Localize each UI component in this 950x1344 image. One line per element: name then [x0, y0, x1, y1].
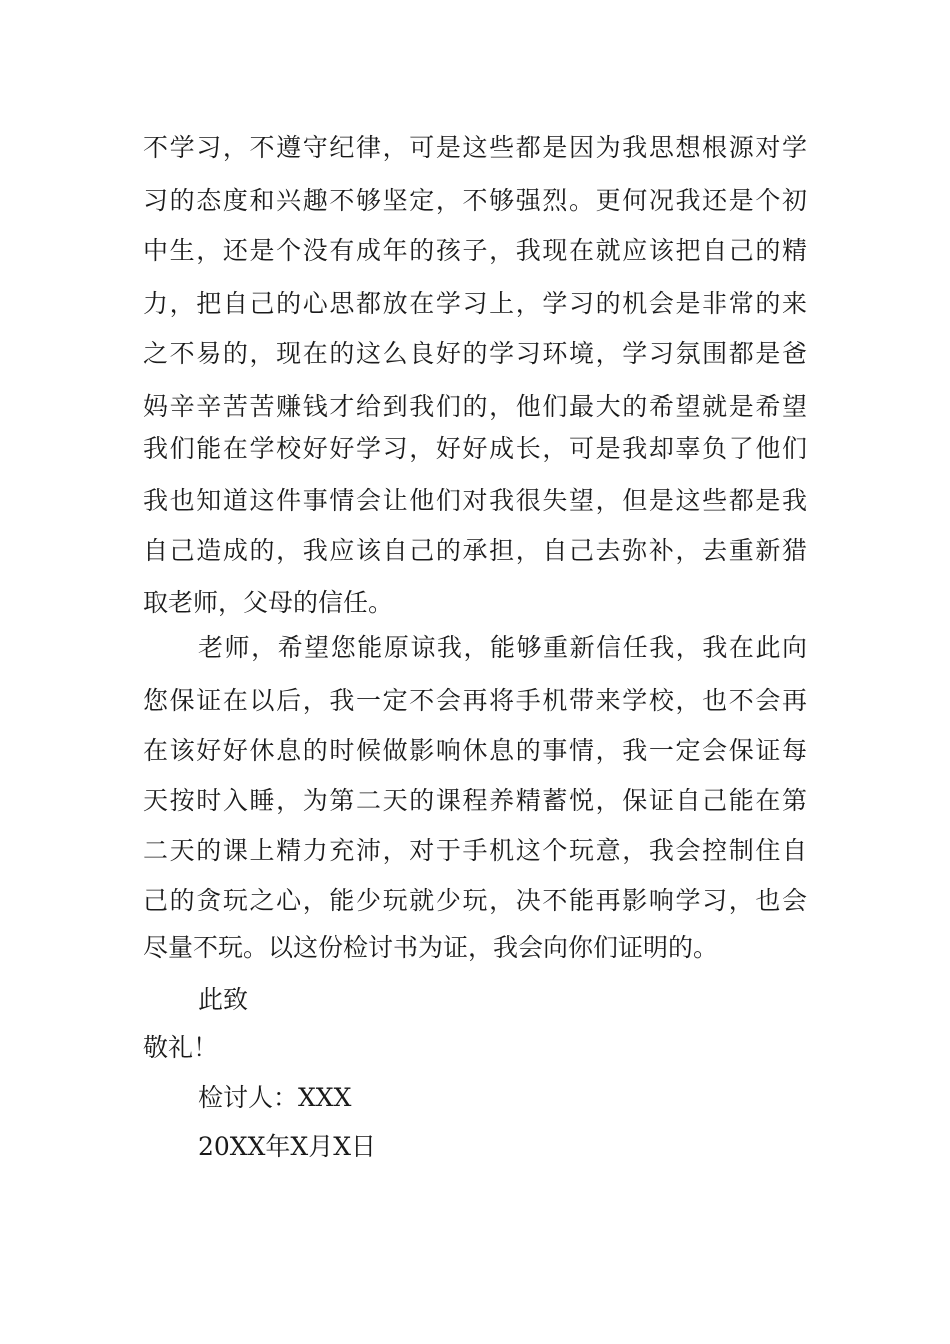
paragraph-line: 在该好好休息的时候做影响休息的事情，我一定会保证每 [143, 736, 807, 765]
paragraph-line-first: 老师，希望您能原谅我，能够重新信任我，我在此向 [198, 633, 807, 662]
paragraph-line: 我也知道这件事情会让他们对我很失望，但是这些都是我 [143, 486, 807, 515]
salutation-text: 敬礼！ [143, 1033, 219, 1062]
paragraph-line: 之不易的，现在的这么良好的学习环境，学习氛围都是爸 [143, 339, 807, 368]
date-text: 20XX年X月X日 [198, 1132, 377, 1161]
paragraph-line: 自己造成的，我应该自己的承担，自己去弥补，去重新猎 [143, 536, 807, 565]
signature-text: 检讨人：XXX [198, 1083, 352, 1112]
paragraph-line: 天按时入睡，为第二天的课程养精蓄悦，保证自己能在第 [143, 786, 807, 815]
paragraph-line: 妈辛辛苦苦赚钱才给到我们的，他们最大的希望就是希望 [143, 392, 807, 421]
paragraph-line-last: 尽量不玩。以这份检讨书为证，我会向你们证明的。 [143, 933, 719, 962]
paragraph-line: 己的贪玩之心，能少玩就少玩，决不能再影响学习，也会 [143, 886, 807, 915]
paragraph-line-last: 取老师，父母的信任。 [143, 588, 394, 617]
paragraph-line: 习的态度和兴趣不够坚定，不够强烈。更何况我还是个初 [143, 186, 807, 215]
closing-text: 此致 [198, 985, 249, 1014]
paragraph-line: 不学习，不遵守纪律，可是这些都是因为我思想根源对学 [143, 133, 807, 162]
paragraph-line: 您保证在以后，我一定不会再将手机带来学校，也不会再 [143, 686, 807, 715]
paragraph-line: 二天的课上精力充沛，对于手机这个玩意，我会控制住自 [143, 836, 807, 865]
paragraph-line: 我们能在学校好好学习，好好成长，可是我却辜负了他们 [143, 434, 807, 463]
paragraph-line: 中生，还是个没有成年的孩子，我现在就应该把自己的精 [143, 236, 807, 265]
paragraph-line: 力，把自己的心思都放在学习上，学习的机会是非常的来 [143, 289, 807, 318]
